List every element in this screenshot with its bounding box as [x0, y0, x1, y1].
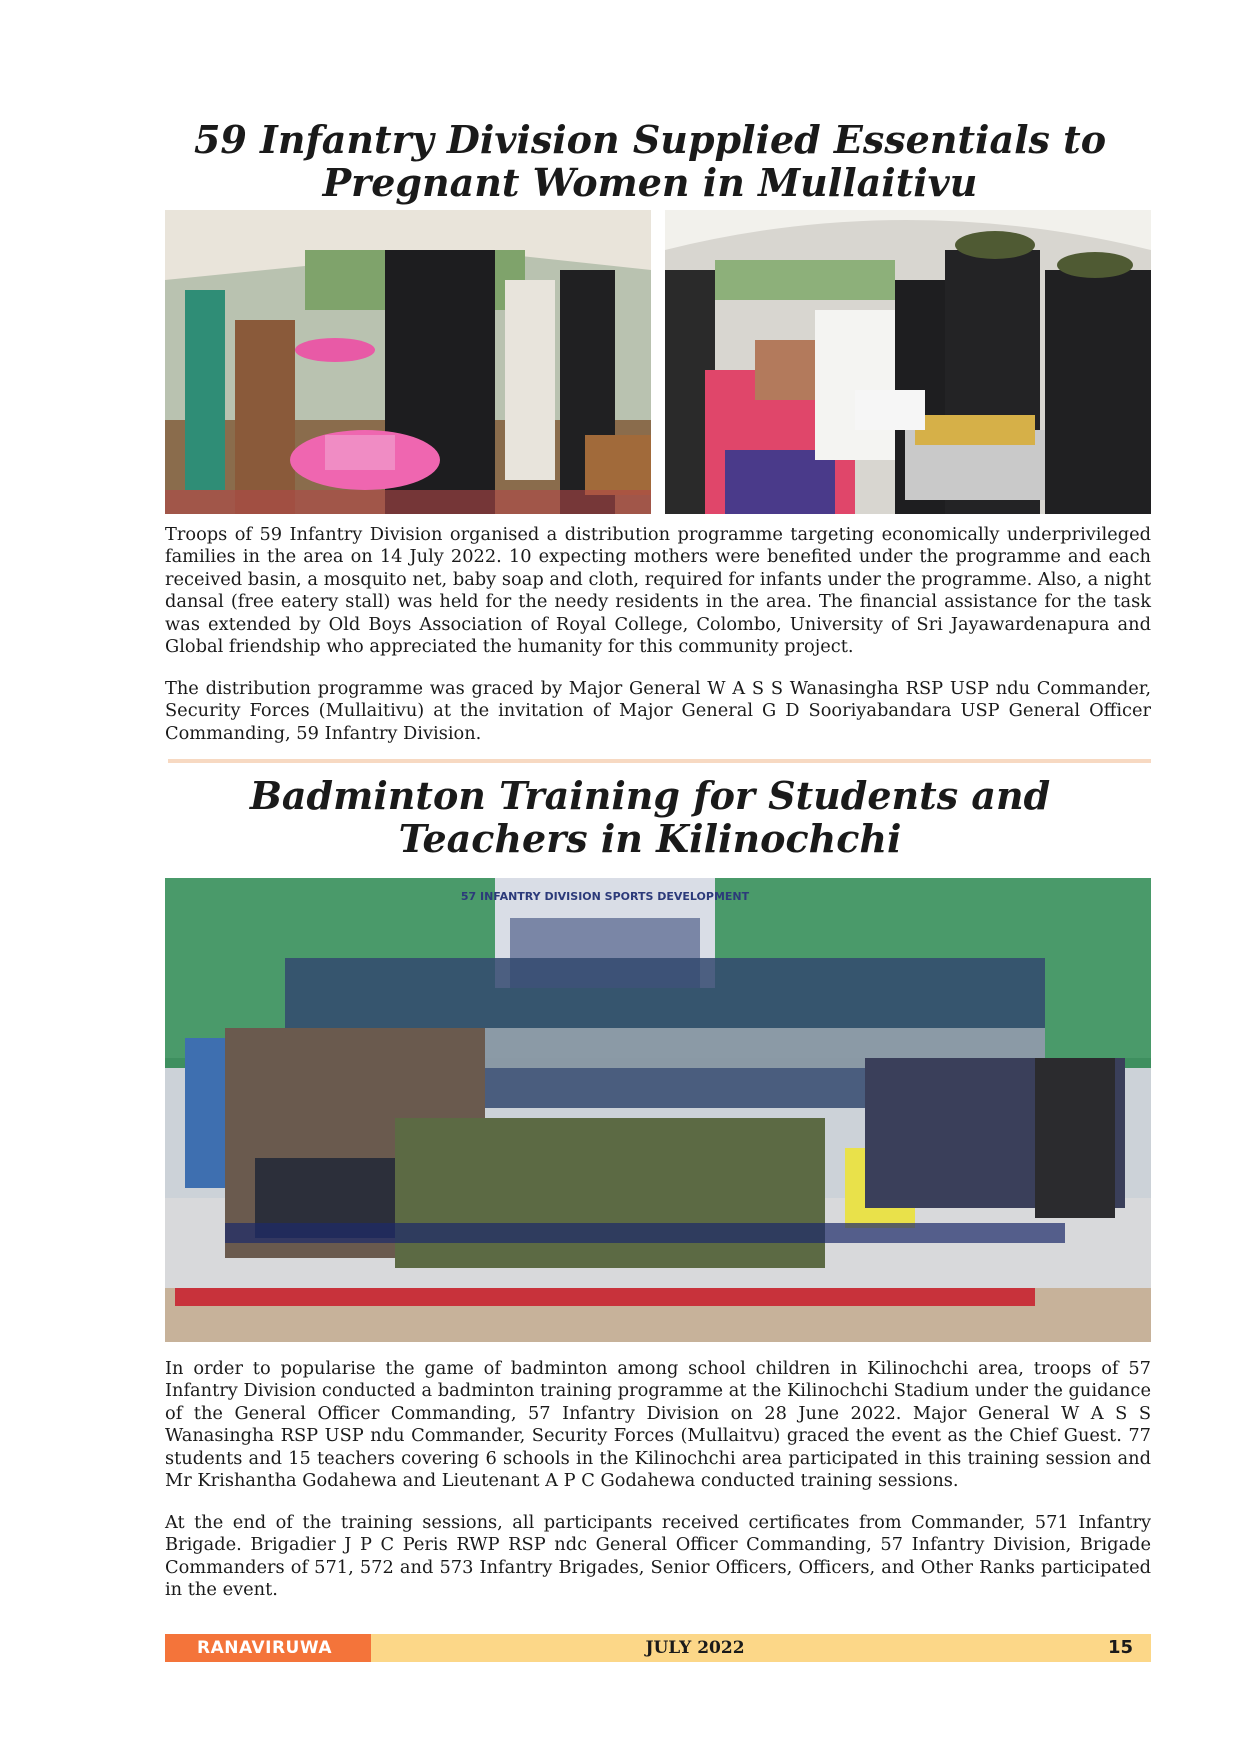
article-1-paragraph-1: Troops of 59 Infantry Division organised a distribution programme targeting economically underprivileged families in the area on 14 July 2022. 10 expecting mothers were benefited under the programme and each received basin, a mosquito net, baby soap and cloth, required for infants under the programme. Also, a night dansal (free eatery stall) was held for the needy residents in the area. The financial assistance for the task was extended by Old Boys Association of Royal College, Colombo, University of Sri Jayawardenapura and Global friendship who appreciated the humanity for this community project.	[165, 524, 1151, 658]
footer-brand: RANAVIRUWA	[165, 1634, 371, 1662]
footer-date: JULY 2022	[645, 1638, 745, 1658]
article-2-title: Badminton Training for Students and Teachers in Kilinochchi	[249, 773, 1051, 861]
photo-night-dansal	[665, 210, 1151, 514]
article-1-title: 59 Infantry Division Supplied Essentials to Pregnant Women in Mullaitivu	[193, 117, 1107, 205]
page-number: 15	[1107, 1637, 1133, 1658]
photo-badminton-group	[165, 878, 1151, 1342]
photo-distribution-basins	[165, 210, 651, 514]
page-footer	[165, 1634, 1151, 1662]
section-divider	[168, 759, 1151, 763]
sports-banner-text: 57 INFANTRY DIVISION SPORTS DEVELOPMENT	[460, 890, 750, 903]
article-2-paragraph-2: At the end of the training sessions, all participants received certificates from Commander, 571 Infantry Brigade. Brigadier J P C Peris RWP RSP ndc General Officer Commanding, 57 Infantry Division, Brigade Commanders of 571, 572 and 573 Infantry Brigades, Senior Officers, Officers, and Other Ranks participated in the event.	[165, 1512, 1151, 1601]
article-2-paragraph-1: In order to popularise the game of badminton among school children in Kilinochchi area, troops of 57 Infantry Division conducted a badminton training programme at the Kilinochchi Stadium under the guidance of the General Officer Commanding, 57 Infantry Division on 28 June 2022. Major General W A S S Wanasingha RSP USP ndu Commander, Security Forces (Mullaitvu) graced the event as the Chief Guest. 77 students and 15 teachers covering 6 schools in the Kilinochchi area participated in this training session and Mr Krishantha Godahewa and Lieutenant A P C Godahewa conducted training sessions.	[165, 1358, 1151, 1492]
article-1-paragraph-2: The distribution programme was graced by Major General W A S S Wanasingha RSP USP ndu Commander, Security Forces (Mullaitivu) at the invitation of Major General G D Sooriyabandara USP General Officer Commanding, 59 Infantry Division.	[165, 678, 1151, 744]
